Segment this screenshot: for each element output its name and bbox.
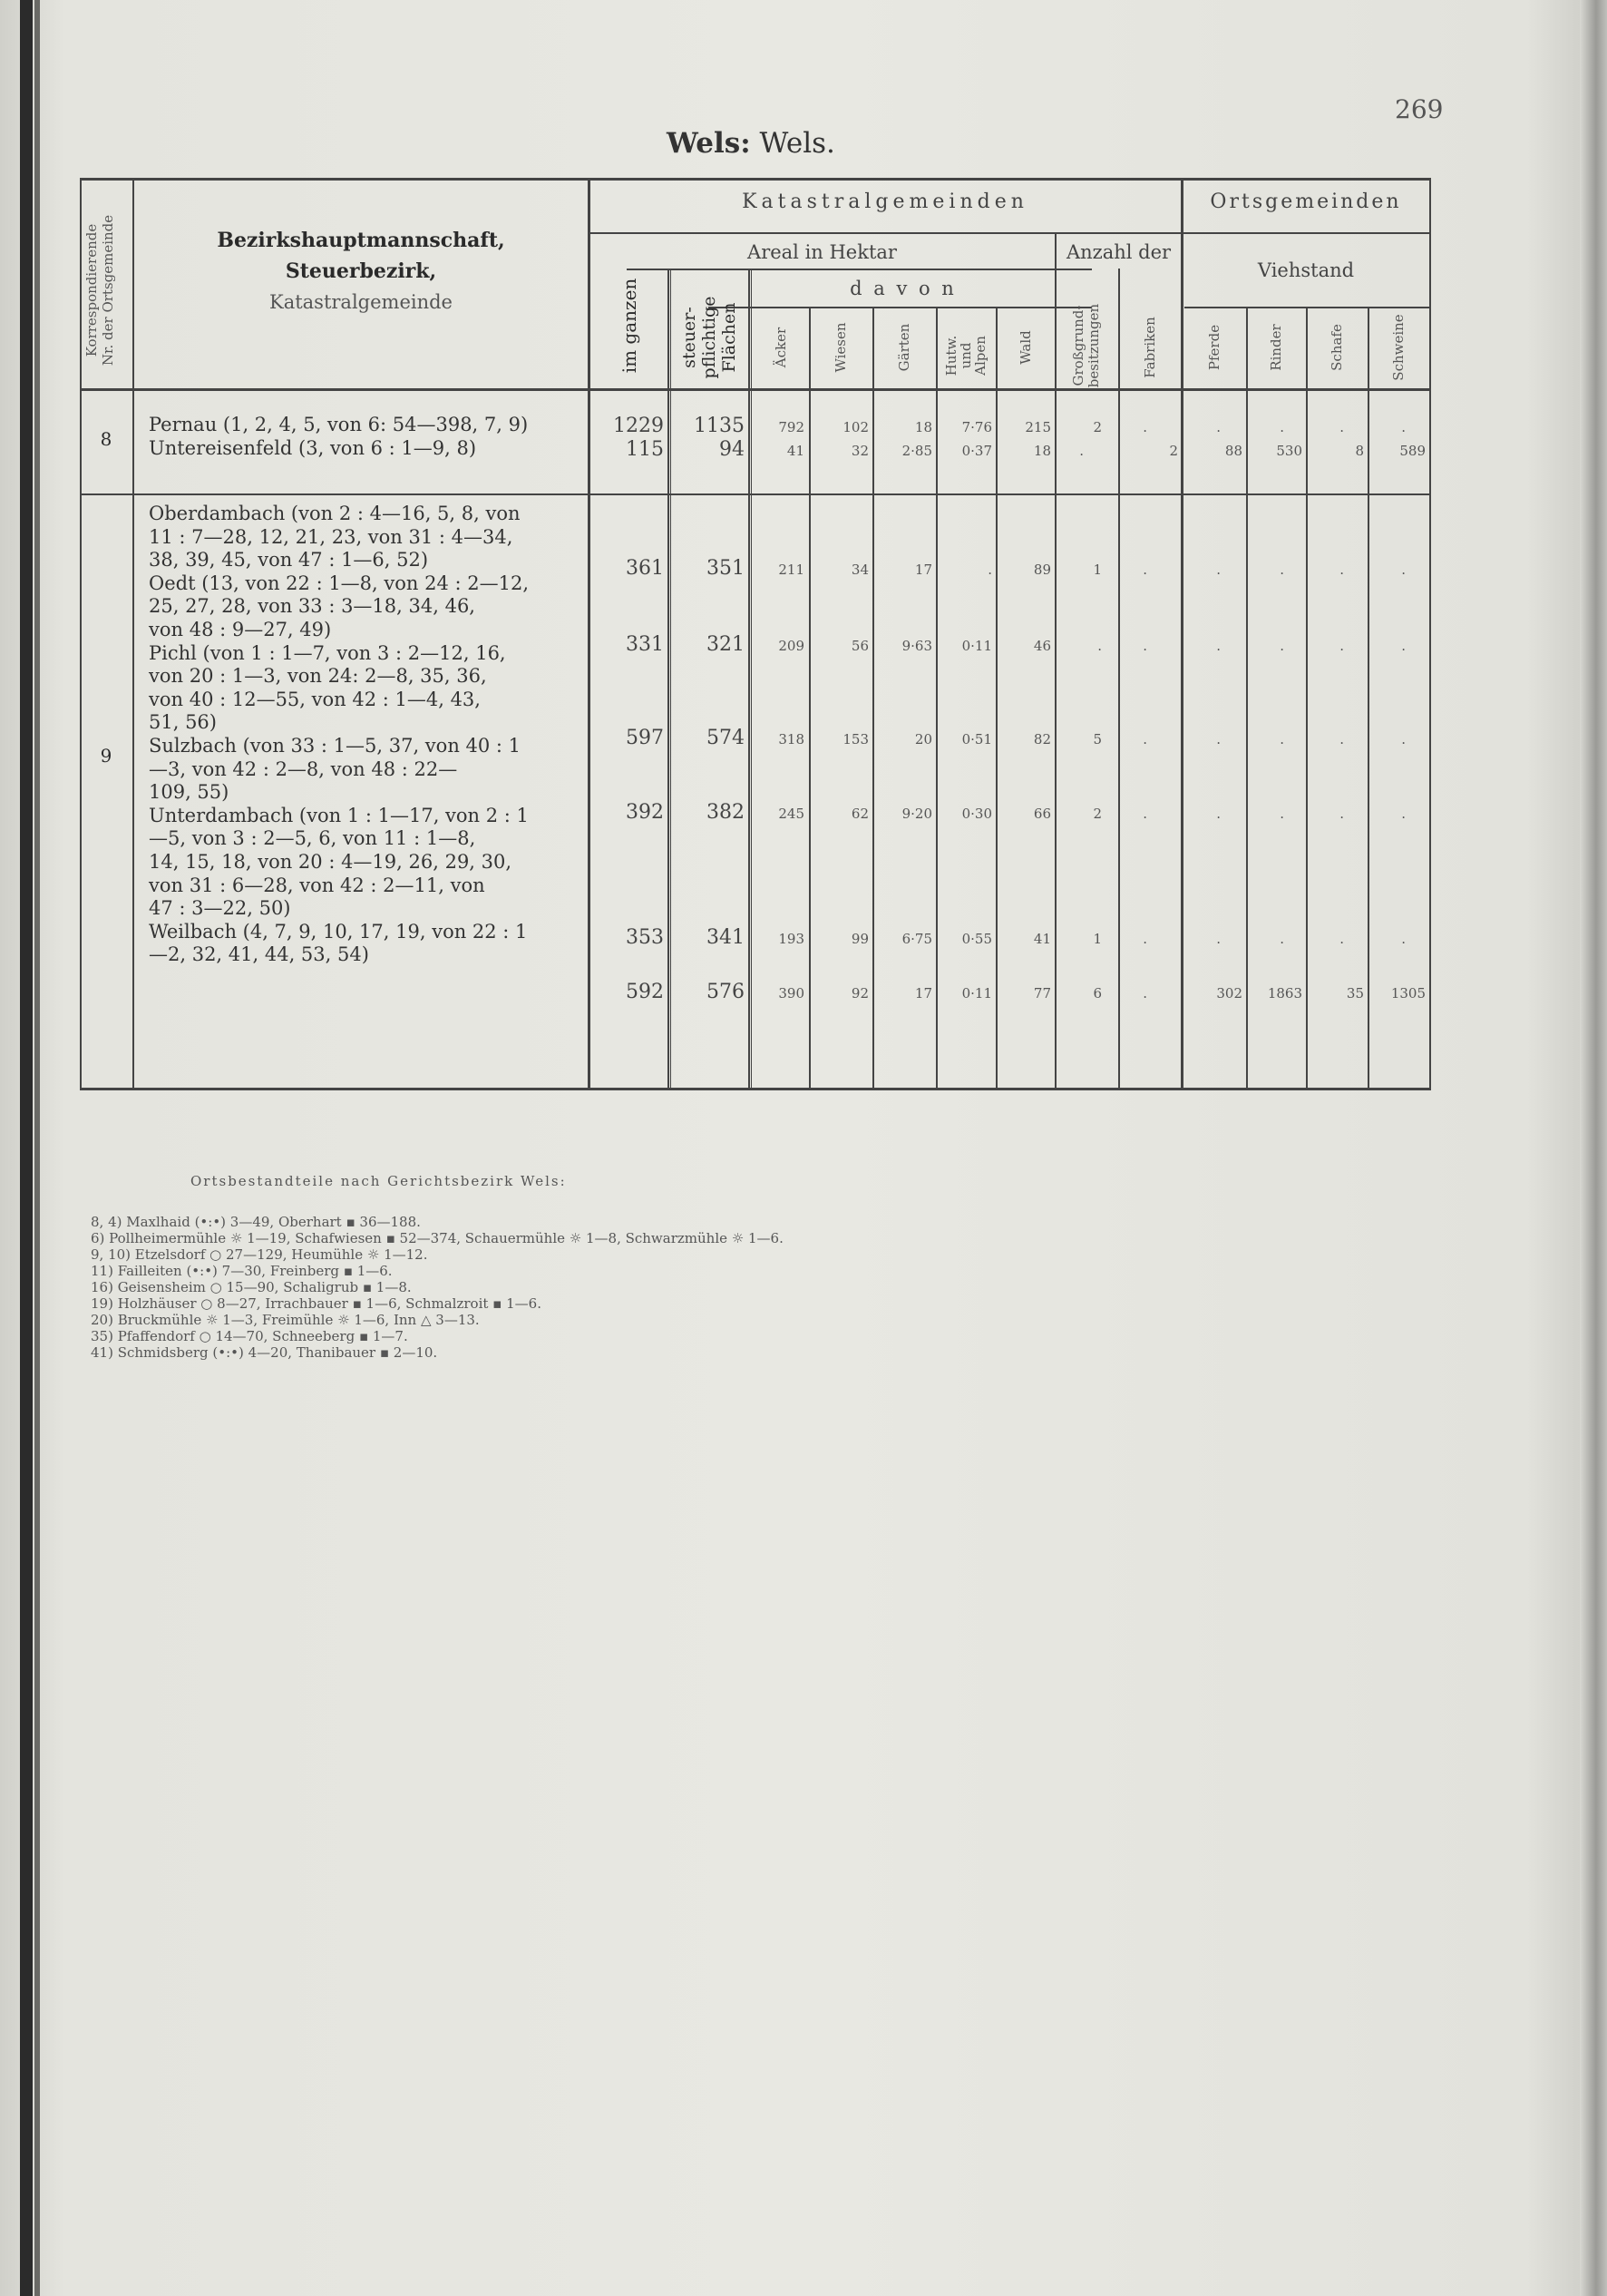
table-cell-gross: 6 [1093,985,1102,1001]
group-9-names [149,503,652,967]
table-top-rule [80,178,1431,181]
table-cell-ganzen: 392 [626,801,664,824]
table-cell-acker: 318 [778,731,804,747]
table-cell-hutw: 0·55 [961,931,992,947]
list-item: 19) Holzhäuser ○ 8—27, Irrachbauer ▪ 1—6, Schmalzroit ▪ 1—6. [91,1295,541,1312]
header-viehstand: Viehstand [1257,259,1355,281]
table-cell-ganzen: 592 [626,981,664,1003]
table-cell-gaerten: 9·63 [901,638,932,654]
table-cell-schweine: . [1401,638,1406,654]
vline-steuer-double [751,269,752,1089]
vline-ganzen [667,269,669,1089]
header-wald: Wald [1018,330,1034,365]
table-cell-acker: 209 [778,638,804,654]
table-cell-pferde: . [1216,562,1221,578]
table-cell-rinder: . [1280,806,1284,822]
table-cell-steuer: 576 [706,981,745,1003]
list-item: von 48 : 9—27, 49) [149,618,332,640]
vline-steuer [748,269,750,1089]
table-cell-wiesen: 92 [851,985,869,1001]
title-district: Wels: [667,127,751,160]
list-item: 16) Geisensheim ○ 15—90, Schaligrub ▪ 1—8. [91,1279,412,1295]
list-item: 14, 15, 18, von 20 : 4—19, 26, 29, 30, [149,850,512,873]
list-item: —5, von 3 : 2—5, 6, von 11 : 1—8, [149,827,476,850]
table-cell-gaerten: 6·75 [901,931,932,947]
table-cell-fabriken: . [1143,562,1147,578]
table-cell-hutw: 0·11 [961,638,992,654]
header-bottom-rule [80,388,1431,391]
group-separator-rule [80,493,1431,495]
page-edge [1580,0,1607,2296]
table-cell-fabriken: . [1143,931,1147,947]
list-item: —2, 32, 41, 44, 53, 54) [149,943,369,966]
list-item: Weilbach (4, 7, 9, 10, 17, 19, von 22 : 1 [149,920,528,943]
group-9-nr: 9 [100,745,112,767]
table-cell-wald: 77 [1033,985,1051,1001]
header-pferde: Pferde [1206,324,1222,371]
table-cell-steuer: 351 [706,557,745,580]
vline-right [1429,178,1431,1089]
list-item: von 40 : 12—55, von 42 : 1—4, 43, [149,688,481,710]
footnote-list [91,1214,784,1361]
header-gaerten: Gärten [896,323,912,372]
table-cell-steuer: 341 [706,926,745,949]
table-cell-steuer: 382 [706,801,745,824]
table-cell-schafe: . [1339,731,1344,747]
table-cell-hutw: 0·11 [961,985,992,1001]
list-item: von 20 : 1—3, von 24: 2—8, 35, 36, [149,665,487,688]
group-8-names [149,414,652,460]
table-cell-steuer: 574 [706,727,745,749]
table-cell-acker: 390 [778,985,804,1001]
table-cell-wald: 46 [1033,638,1051,654]
table-cell-pferde: . [1216,931,1221,947]
table-cell-gross: 5 [1093,731,1102,747]
table-cell-schafe: . [1339,806,1344,822]
list-item: Oedt (13, von 22 : 1—8, von 24 : 2—12, [149,572,530,594]
header-davon: d a v o n [850,278,957,299]
vline-wald [1055,232,1057,1089]
list-item: 25, 27, 28, von 33 : 3—18, 34, 46, [149,595,475,618]
table-cell-gross: 1 [1093,931,1102,947]
rule-under-areal [627,269,1092,270]
footnote-heading: Ortsbestandteile nach Gerichtsbezirk Wels: [190,1173,567,1189]
table-cell-gaerten: 20 [914,731,932,747]
header-katastral: Katastralgemeinden [742,191,1028,213]
table-cell-acker: 245 [778,806,804,822]
statistics-table: Korrespondierende Nr. der Ortsgemeinde Bezirkshauptmannschaft, Steuerbezirk, Katastralgemeinde Katastralgemeinden Ortsgemeinden Areal in Hektar Anzahl der Viehstand d a v o n im ganzen steuer- pflichtige Flächen Äcker Wiesen Gärten Hutw. und Alpen Wald Großgrund- besitzungen Fabriken Pferde Rinder Schafe Schweine 8 Pernau (1, 2, 4, 5, von 6: 54—398, 7, 9) Untereisenfeld (3, von 6 : 1—9, 8) 1229 1135 792 102 18 7·76 215 2 . . . . . 115 94 41 32 2·85 0·37 18 . 2 88 530 8 589 9 Oberdambach (von 2 : 4—16, 5, 8, von 11 : 7—28, 12, 21, 23, von 31 : 4—34, 38, 39, 45, von 47 : 1—6, 52) Oedt (13, von 22 : 1—8, von 24 : 2—12, 25, 27, 28, von 33 : 3—18, 34, 46, von 48 : 9—27, 49) Pichl (von 1 : 1—7, von 3 : 2—12, 16, von 20 : 1—3, von 24: 2—8, 35, 36, von 40 : 12—55, von 42 : 1—4, 43, 51, 56) Sulzbach (von 33 : 1—5, 37, von 40 : 1 —3, von 42 : 2—8, von 48 : 22— 109, 55) Unterdambach (von 1 : 1—17, von 2 : 1 —5, von 3 : 2—5, 6, von 11 : 1—8, 14, 15, 18, von 20 : 4—19, 26, 29, 30, von 31 : 6—28, von 42 : 2—11, von 47 : 3—22, 50) Weilbach (4, 7, 9, 10, 17, 19, von 22 : 1 —2, 32, 41, 44, 53, 54) 361 351 211 34 17 . 89 1 . . . . . 331 321 209 56 9·63 0·11 46 . . . . . . 597 574 318 153 20 0·51 82 5 . . . . . 392 382 245 62 9·20 0·30 66 2 . . . . . 353 341 193 99 6·75 0·55 41 1 . . . . . 592 576 390 92 17 0·11 77 6 . 302 1863 35 1305 [80,178,1431,1089]
list-item: 51, 56) [149,711,217,734]
list-item: Untereisenfeld (3, von 6 : 1—9, 8) [149,436,477,459]
table-bottom-rule [80,1088,1431,1090]
header-areal: Areal in Hektar [747,241,897,263]
table-cell-hutw: 0·30 [961,806,992,822]
table-cell-gaerten: 9·20 [901,806,932,822]
table-cell-hutw: . [988,562,992,578]
table-cell-schweine: . [1401,562,1406,578]
table-cell-schweine: . [1401,931,1406,947]
table-cell-ganzen: 597 [626,727,664,749]
table-cell-pferde: 302 [1216,985,1242,1001]
group-8-nr: 8 [100,428,112,450]
table-cell-gaerten: 17 [914,985,932,1001]
header-steuer: steuer- pflichtige Flächen [679,296,739,379]
table-cell-wiesen: 99 [851,931,869,947]
list-item: Pernau (1, 2, 4, 5, von 6: 54—398, 7, 9) [149,414,529,435]
vline-left [80,178,82,1089]
vline-gross [1118,269,1120,1089]
header-acker: Äcker [773,327,789,368]
table-cell-pferde: . [1216,638,1221,654]
header-nr: Korrespondierende Nr. der Ortsgemeinde [83,214,116,366]
list-item: 11) Failleiten (•:•) 7—30, Freinberg ▪ 1—6. [91,1263,393,1279]
title-subdistrict: Wels. [759,127,835,160]
table-cell-ganzen: 353 [626,926,664,949]
table-cell-schafe: 35 [1346,985,1364,1001]
rule-under-davon [708,307,1092,308]
header-hutw: Hutw. und Alpen [943,335,989,376]
header-fabriken: Fabriken [1142,317,1158,378]
table-cell-wiesen: 34 [851,562,869,578]
table-cell-hutw: 0·51 [961,731,992,747]
table-cell-wald: 89 [1033,562,1051,578]
table-cell-schweine: 1305 [1390,985,1426,1001]
vline-ganzen-double [670,269,671,1089]
table-cell-schafe: . [1339,931,1344,947]
header-im-ganzen: im ganzen [618,278,640,374]
book-spine [20,0,33,2296]
rule-under-katastral [589,232,1431,234]
header-schafe: Schafe [1329,324,1345,371]
table-cell-ganzen: 361 [626,557,664,580]
header-orts: Ortsgemeinden [1210,191,1402,213]
list-item: Sulzbach (von 33 : 1—5, 37, von 40 : 1 [149,734,521,757]
list-item: 109, 55) [149,781,229,804]
list-item: 47 : 3—22, 50) [149,897,291,920]
table-cell-gross: . [1097,638,1102,654]
table-cell-gross: 1 [1093,562,1102,578]
table-cell-schweine: . [1401,731,1406,747]
table-cell-schafe: . [1339,562,1344,578]
list-item: Pichl (von 1 : 1—7, von 3 : 2—12, 16, [149,641,506,664]
list-item: —3, von 42 : 2—8, von 48 : 22— [149,757,458,780]
table-cell-fabriken: . [1143,731,1147,747]
table-cell-schafe: . [1339,638,1344,654]
page-number: 269 [1395,94,1444,124]
list-item: 9, 10) Etzelsdorf ○ 27—129, Heumühle ☼ 1—12. [91,1246,428,1263]
rule-under-viehstand [1184,307,1431,308]
list-item: 35) Pfaffendorf ○ 14—70, Schneeberg ▪ 1—7. [91,1328,408,1344]
list-item: 11 : 7—28, 12, 21, 23, von 31 : 4—34, [149,525,513,548]
list-item: 6) Pollheimermühle ☼ 1—19, Schafwiesen ▪ 52—374, Schauermühle ☼ 1—8, Schwarzmühle ☼ 1—6. [91,1230,784,1246]
table-cell-steuer: 321 [706,633,745,656]
header-anzahl: Anzahl der [1066,241,1172,263]
table-cell-ganzen: 331 [626,633,664,656]
table-cell-fabriken: . [1143,806,1147,822]
list-item: 20) Bruckmühle ☼ 1—3, Freimühle ☼ 1—6, Inn △ 3—13. [91,1312,480,1328]
header-district: Bezirkshauptmannschaft, Steuerbezirk, Katastralgemeinde [217,229,505,313]
list-item: 41) Schmidsberg (•:•) 4—20, Thanibauer ▪ 2—10. [91,1344,438,1361]
table-cell-wiesen: 56 [851,638,869,654]
table-cell-rinder: 1863 [1267,985,1302,1001]
header-gross: Großgrund- besitzungen [1070,303,1102,388]
table-cell-rinder: . [1280,731,1284,747]
table-cell-acker: 211 [778,562,804,578]
table-cell-wiesen: 153 [842,731,869,747]
table-cell-gaerten: 17 [914,562,932,578]
vline-fabriken [1181,178,1183,1089]
list-item: 38, 39, 45, von 47 : 1—6, 52) [149,549,429,572]
book-spine-shadow [34,0,40,2296]
page-title [667,127,835,160]
list-item: 8, 4) Maxlhaid (•:•) 3—49, Oberhart ▪ 36—188. [91,1214,421,1230]
table-cell-schweine: . [1401,806,1406,822]
table-cell-gross: 2 [1093,806,1102,822]
table-cell-wald: 82 [1033,731,1051,747]
table-cell-pferde: . [1216,731,1221,747]
table-cell-wald: 66 [1033,806,1051,822]
table-cell-pferde: . [1216,806,1221,822]
list-item: von 31 : 6—28, von 42 : 2—11, von [149,874,485,896]
table-cell-rinder: . [1280,931,1284,947]
table-cell-fabriken: . [1143,638,1147,654]
table-cell-wiesen: 62 [851,806,869,822]
table-cell-fabriken: . [1143,985,1147,1001]
list-item: Oberdambach (von 2 : 4—16, 5, 8, von [149,503,521,524]
table-cell-rinder: . [1280,562,1284,578]
list-item: Unterdambach (von 1 : 1—17, von 2 : 1 [149,804,529,826]
header-wiesen: Wiesen [833,322,849,373]
table-cell-rinder: . [1280,638,1284,654]
table-cell-acker: 193 [778,931,804,947]
table-cell-wald: 41 [1033,931,1051,947]
header-rinder: Rinder [1268,324,1284,371]
header-schweine: Schweine [1390,314,1407,381]
